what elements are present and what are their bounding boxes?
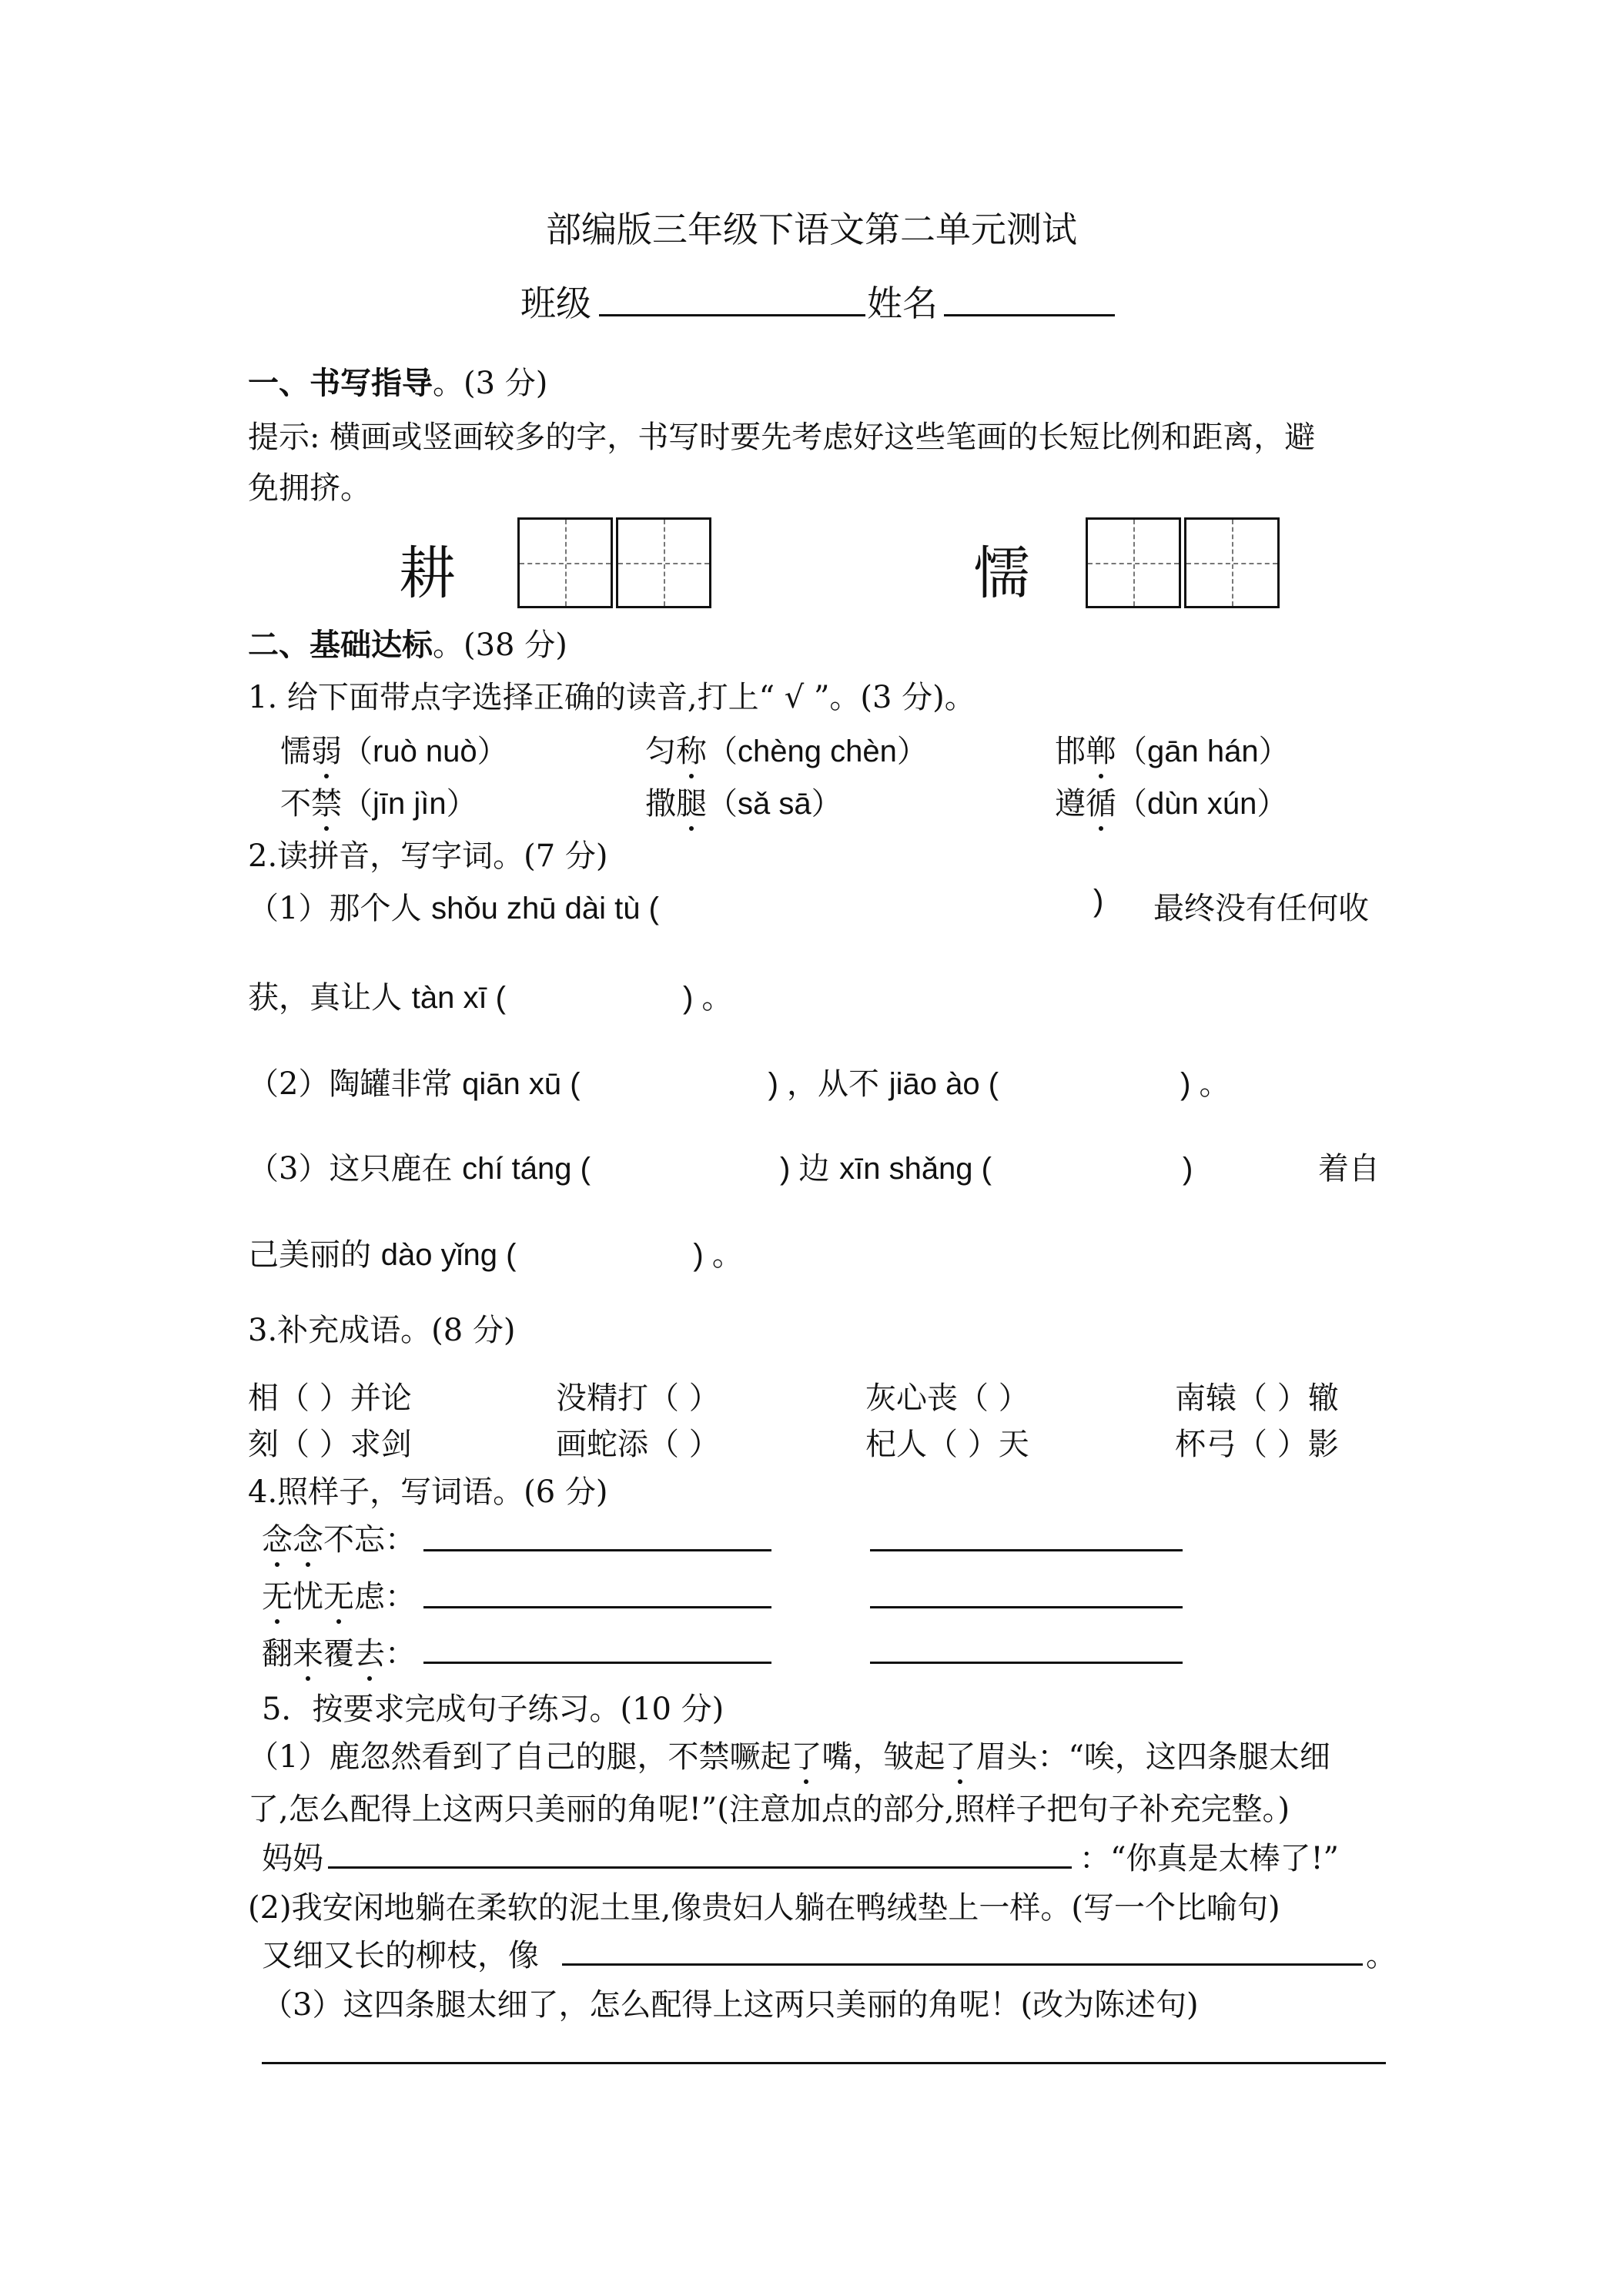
q1-prompt: 1. 给下面带点字选择正确的读音,打上“ √ ”。(3 分)。 xyxy=(248,680,975,715)
q2-line-1-tail: 最终没有任何收 xyxy=(1153,891,1369,926)
q4-answer-line[interactable] xyxy=(423,1549,771,1551)
hint-line-1: 提示: 横画或竖画较多的字，书写时要先考虑好这些笔画的长短比例和距离，避 xyxy=(248,420,1316,455)
q5-prompt: 5．按要求完成句子练习。(10 分) xyxy=(262,1692,724,1727)
q4-example: 念念不忘： xyxy=(262,1515,416,1559)
q4-example: 翻来覆去： xyxy=(262,1629,416,1673)
idiom-item: 相（ ）并论 xyxy=(248,1381,412,1416)
q5-willow-label: 又细又长的柳枝，像 xyxy=(262,1938,539,1973)
class-label: 班级 xyxy=(520,283,591,324)
q4-answer-line[interactable] xyxy=(870,1549,1183,1551)
q2-line-4: （3）这只鹿在 chí táng ( ) 边 xīn shǎng ( ) xyxy=(248,1151,1193,1186)
q4-answer-line[interactable] xyxy=(423,1662,771,1664)
q1-item: 懦弱（ruò nuò） xyxy=(280,727,508,771)
section-2-heading: 二、基础达标。(38 分) xyxy=(248,627,567,663)
page-title: 部编版三年级下语文第二单元测试 xyxy=(546,209,1077,250)
writing-grid-2a[interactable] xyxy=(1086,517,1181,608)
q2-prompt: 2.读拼音，写字词。(7 分) xyxy=(248,838,608,874)
q1-item: 邯郸（gān hán） xyxy=(1055,727,1290,771)
q4-answer-line[interactable] xyxy=(870,1662,1183,1664)
q2-line-3: （2）陶罐非常 qiān xū ( ) ，从不 jiāo ào ( ) 。 xyxy=(248,1066,1230,1102)
q5-mama-quote: ：“你真是太棒了!” xyxy=(1079,1841,1339,1876)
writing-grid-1b[interactable] xyxy=(616,517,711,608)
idiom-item: 南辕（ ）辙 xyxy=(1175,1381,1339,1416)
q5-sentence-2: (2)我安闲地躺在柔软的泥土里,像贵妇人躺在鸭绒垫上一样。(写一个比喻句) xyxy=(248,1890,1280,1926)
q2-line-1: （1）那个人 shǒu zhū dài tù ( xyxy=(248,891,659,926)
q4-answer-line[interactable] xyxy=(423,1606,771,1608)
q1-item: 遵循（dùn xún） xyxy=(1055,779,1287,823)
q3-prompt: 3.补充成语。(8 分) xyxy=(248,1313,516,1348)
idiom-item: 画蛇添（ ） xyxy=(556,1427,720,1462)
q2-line-5: 己美丽的 dào yǐng ( ) 。 xyxy=(248,1237,743,1273)
model-char-nuo: 懦 xyxy=(973,541,1030,607)
q5-answer-line-1[interactable] xyxy=(328,1866,1072,1869)
idiom-item: 灰心丧（ ） xyxy=(865,1381,1029,1416)
q5-sentence-1: （1）鹿忽然看到了自己的腿，不禁噘起了嘴，皱起了眉头：“唉，这四条腿太细 xyxy=(248,1732,1330,1776)
hint-line-2: 免拥挤。 xyxy=(248,470,371,506)
q4-example: 无忧无虑： xyxy=(262,1572,416,1616)
writing-grid-2b[interactable] xyxy=(1184,517,1280,608)
idiom-item: 刻（ ）求剑 xyxy=(248,1427,412,1462)
q2-line-2: 获，真让人 tàn xī ( ) 。 xyxy=(248,980,733,1016)
q2-line-4-tail: 着自 xyxy=(1318,1151,1380,1186)
q5-sentence-1-cont: 了,怎么配得上这两只美丽的角呢!”(注意加点的部分,照样子把句子补充完整。) xyxy=(248,1792,1290,1827)
name-label: 姓名 xyxy=(867,283,938,324)
q4-answer-line[interactable] xyxy=(870,1606,1183,1608)
model-char-geng: 耕 xyxy=(399,541,456,607)
q1-item: 不禁（jīn jìn） xyxy=(280,779,477,823)
q1-item: 匀称（chèng chèn） xyxy=(645,727,928,771)
q5-sentence-3: （3）这四条腿太细了，怎么配得上这两只美丽的角呢！(改为陈述句) xyxy=(262,1987,1199,2023)
class-field[interactable] xyxy=(599,314,865,316)
q5-answer-line-2[interactable] xyxy=(562,1963,1363,1966)
q5-answer-line-3[interactable] xyxy=(262,2062,1386,2064)
idiom-item: 杞人（ ）天 xyxy=(865,1427,1029,1462)
writing-grid-1a[interactable] xyxy=(517,517,613,608)
idiom-item: 没精打（ ） xyxy=(556,1381,720,1416)
q5-period: 。 xyxy=(1366,1938,1397,1973)
q1-item: 撒腿（sǎ sā） xyxy=(645,779,842,823)
section-1-heading: 一、书写指导。(3 分) xyxy=(248,365,548,401)
q4-prompt: 4.照样子，写词语。(6 分) xyxy=(248,1474,608,1510)
name-field[interactable] xyxy=(944,314,1115,316)
q5-mama-label: 妈妈 xyxy=(262,1841,323,1876)
q2-close-paren: ) xyxy=(1093,884,1104,918)
idiom-item: 杯弓（ ）影 xyxy=(1175,1427,1339,1462)
